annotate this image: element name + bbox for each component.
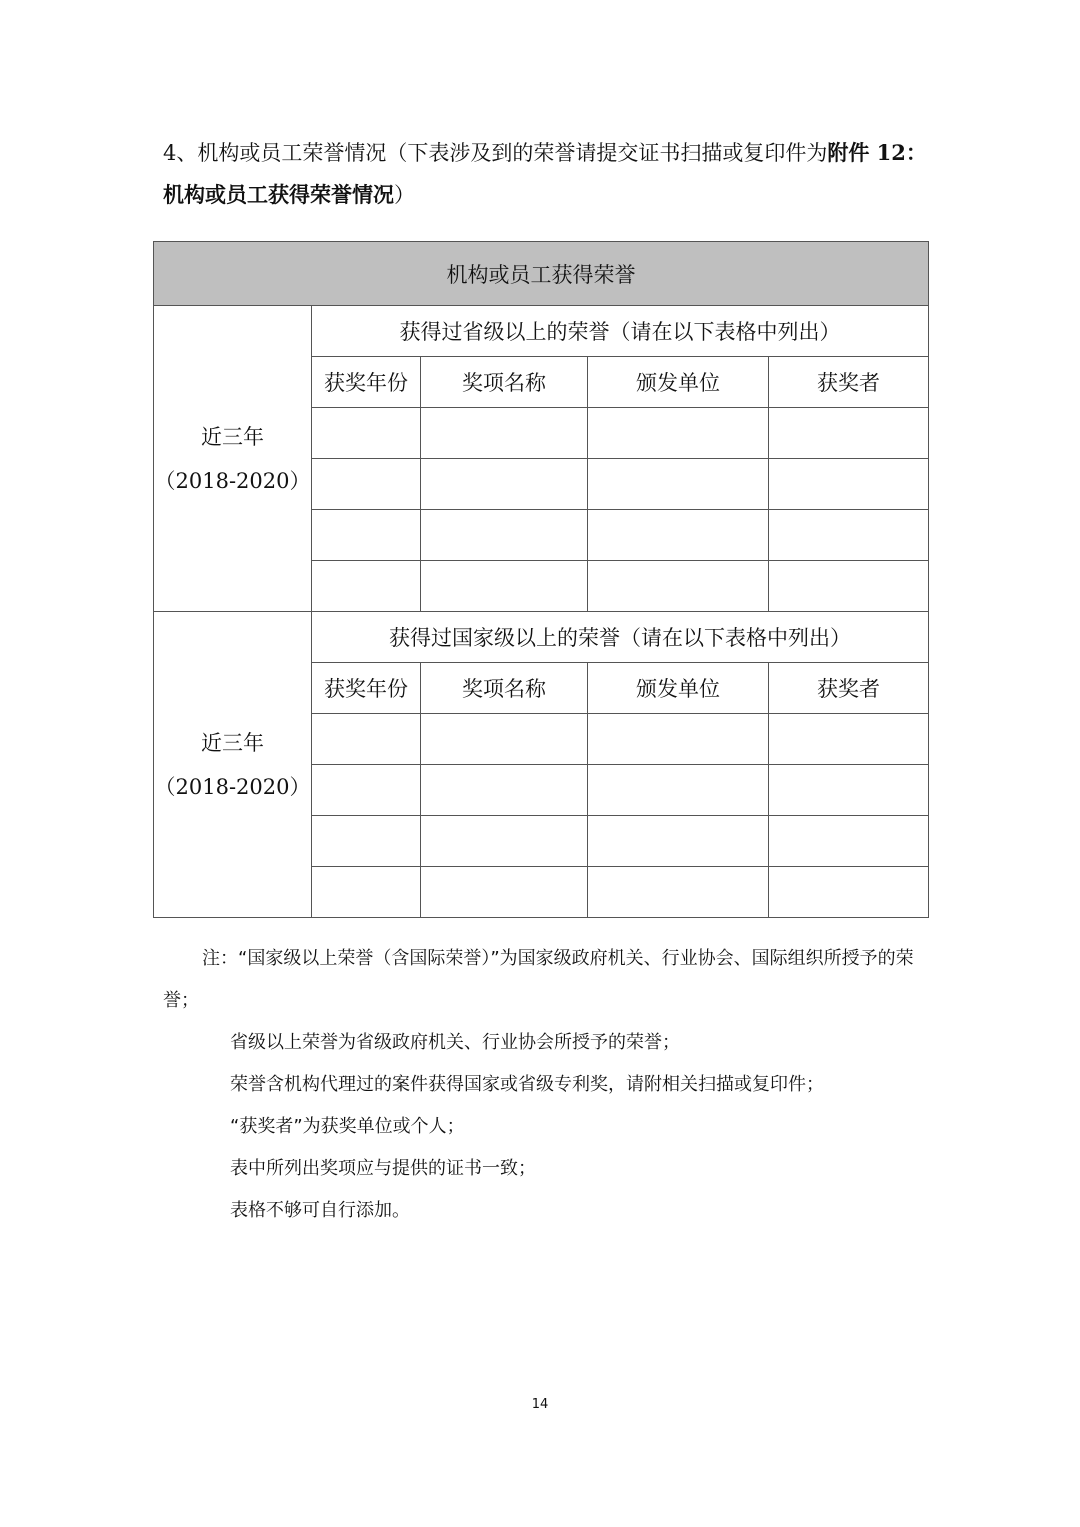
period-label: 近三年 (201, 730, 264, 755)
table-cell[interactable] (769, 459, 929, 510)
table-cell[interactable] (312, 714, 421, 765)
table-cell[interactable] (588, 408, 769, 459)
table-cell[interactable] (588, 561, 769, 612)
period-label: 近三年 (201, 424, 264, 449)
note-item: 表格不够可自行添加。 (230, 1200, 410, 1221)
table-cell[interactable] (769, 816, 929, 867)
note-item: 省级以上荣誉为省级政府机关、行业协会所授予的荣誉； (230, 1032, 680, 1053)
table-title: 机构或员工获得荣誉 (154, 242, 929, 306)
table-cell[interactable] (588, 714, 769, 765)
table-cell[interactable] (421, 867, 588, 918)
table-cell[interactable] (421, 561, 588, 612)
section-heading (163, 132, 933, 216)
table-cell[interactable] (421, 714, 588, 765)
honors-table (153, 241, 929, 918)
table-cell[interactable] (312, 816, 421, 867)
col-header-award-name: 奖项名称 (421, 663, 588, 714)
heading-attachment-title: 机构或员工获得荣誉情况 (163, 182, 394, 207)
period-years: （2018-2020） (154, 774, 311, 799)
note-item: 表中所列出奖项应与提供的证书一致； (230, 1158, 536, 1179)
heading-attachment-label: 附件 12： (827, 140, 927, 165)
col-header-year: 获奖年份 (312, 663, 421, 714)
col-header-issuer: 颁发单位 (588, 663, 769, 714)
col-header-award-name: 奖项名称 (421, 357, 588, 408)
table-cell[interactable] (588, 765, 769, 816)
note-item: 荣誉含机构代理过的案件获得国家或省级专利奖，请附相关扫描或复印件； (230, 1074, 824, 1095)
table-cell[interactable] (421, 510, 588, 561)
table-cell[interactable] (769, 408, 929, 459)
col-header-year: 获奖年份 (312, 357, 421, 408)
table-cell[interactable] (312, 867, 421, 918)
note-item: “获奖者”为获奖单位或个人； (230, 1116, 465, 1137)
heading-close-paren: ） (394, 183, 415, 207)
col-header-winner: 获奖者 (769, 357, 929, 408)
note-intro: 注：“国家级以上荣誉（含国际荣誉）”为国家级政府机关、行业协会、国际组织所授予的荣誉； (163, 948, 914, 1011)
table-cell[interactable] (421, 408, 588, 459)
table-cell[interactable] (588, 510, 769, 561)
period-cell-national (154, 612, 312, 918)
period-years: （2018-2020） (154, 468, 311, 493)
period-cell-provincial (154, 306, 312, 612)
col-header-winner: 获奖者 (769, 663, 929, 714)
page-number: 14 (531, 1397, 549, 1412)
table-cell[interactable] (769, 561, 929, 612)
table-cell[interactable] (312, 408, 421, 459)
col-header-issuer: 颁发单位 (588, 357, 769, 408)
notes-block (163, 938, 933, 1232)
national-subtitle: 获得过国家级以上的荣誉（请在以下表格中列出） (312, 612, 929, 663)
table-cell[interactable] (588, 816, 769, 867)
table-cell[interactable] (421, 459, 588, 510)
table-cell[interactable] (312, 510, 421, 561)
table-cell[interactable] (769, 867, 929, 918)
provincial-subtitle: 获得过省级以上的荣誉（请在以下表格中列出） (312, 306, 929, 357)
table-cell[interactable] (421, 765, 588, 816)
table-cell[interactable] (588, 867, 769, 918)
table-cell[interactable] (312, 561, 421, 612)
table-cell[interactable] (769, 714, 929, 765)
table-cell[interactable] (421, 816, 588, 867)
table-cell[interactable] (588, 459, 769, 510)
table-cell[interactable] (769, 510, 929, 561)
table-cell[interactable] (312, 765, 421, 816)
table-cell[interactable] (312, 459, 421, 510)
table-cell[interactable] (769, 765, 929, 816)
heading-text: 4、机构或员工荣誉情况（下表涉及到的荣誉请提交证书扫描或复印件为 (163, 141, 828, 165)
